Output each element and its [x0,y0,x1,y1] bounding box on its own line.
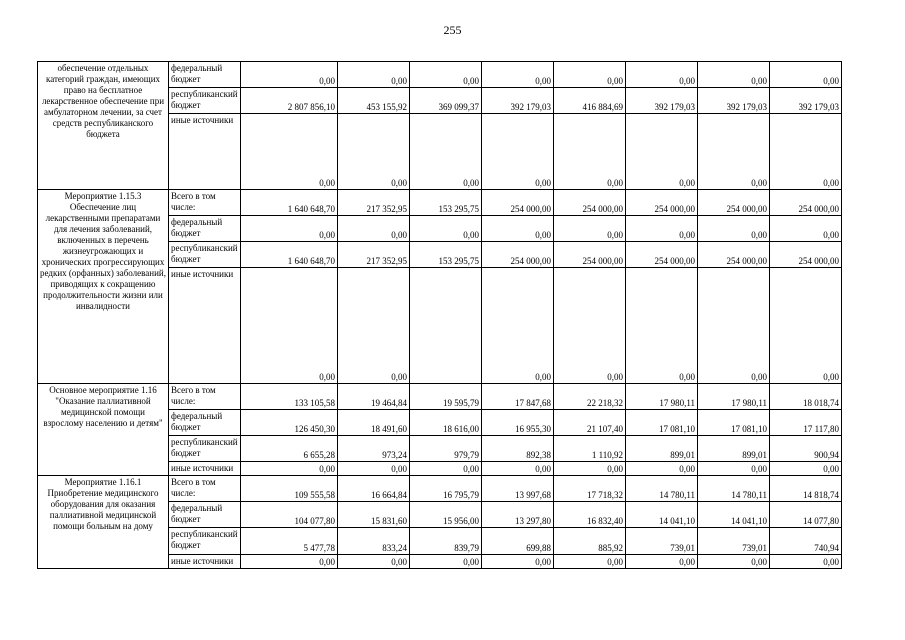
year-amount-cell: 15 956,00 [410,502,482,528]
total-amount-cell: 0,00 [241,462,338,476]
funding-source-cell: Всего в том числе: [169,476,241,502]
year-amount-cell: 17 980,11 [626,384,698,410]
funding-source-cell: иные источники [169,462,241,476]
year-amount-cell: 0,00 [410,114,482,190]
year-amount-cell: 0,00 [698,268,770,384]
year-amount-cell: 392 179,03 [698,88,770,114]
year-amount-cell: 254 000,00 [698,190,770,216]
total-amount-cell: 6 655,28 [241,436,338,462]
year-amount-cell: 0,00 [482,114,554,190]
year-amount-cell: 0,00 [698,114,770,190]
year-amount-cell: 254 000,00 [554,190,626,216]
year-amount-cell: 17 847,68 [482,384,554,410]
funding-source-cell: республиканский бюджет [169,242,241,268]
year-amount-cell: 19 464,84 [338,384,410,410]
year-amount-cell: 254 000,00 [626,242,698,268]
funding-source-cell: федеральный бюджет [169,62,241,88]
funding-source-cell: федеральный бюджет [169,410,241,436]
year-amount-cell: 14 077,80 [770,502,842,528]
year-amount-cell: 0,00 [554,216,626,242]
table-row [38,384,842,410]
year-amount-cell: 0,00 [482,555,554,569]
total-amount-cell: 109 555,58 [241,476,338,502]
total-amount-cell: 1 640 648,70 [241,242,338,268]
year-amount-cell: 21 107,40 [554,410,626,436]
year-amount-cell: 0,00 [338,216,410,242]
funding-source-cell: федеральный бюджет [169,502,241,528]
year-amount-cell: 0,00 [626,268,698,384]
total-amount-cell: 104 077,80 [241,502,338,528]
funding-source-cell: иные источники [169,555,241,569]
year-amount-cell: 254 000,00 [770,190,842,216]
total-amount-cell: 133 105,58 [241,384,338,410]
year-amount-cell: 0,00 [770,216,842,242]
year-amount-cell: 18 491,60 [338,410,410,436]
total-amount-cell: 0,00 [241,114,338,190]
year-amount-cell: 254 000,00 [482,242,554,268]
year-amount-cell: 0,00 [410,462,482,476]
year-amount-cell: 14 041,10 [626,502,698,528]
total-amount-cell: 0,00 [241,268,338,384]
year-amount-cell: 979,79 [410,436,482,462]
year-amount-cell: 17 081,10 [698,410,770,436]
year-amount-cell: 0,00 [410,555,482,569]
page-number: 255 [443,23,462,37]
year-amount-cell: 0,00 [482,462,554,476]
table-row [38,62,842,88]
total-amount-cell: 2 807 856,10 [241,88,338,114]
year-amount-cell: 0,00 [482,62,554,88]
year-amount-cell: 153 295,75 [410,190,482,216]
year-amount-cell: 900,94 [770,436,842,462]
year-amount-cell: 18 018,74 [770,384,842,410]
year-amount-cell: 899,01 [626,436,698,462]
year-amount-cell: 0,00 [626,216,698,242]
year-amount-cell: 14 780,11 [698,476,770,502]
year-amount-cell: 0,00 [338,268,410,384]
year-amount-cell: 899,01 [698,436,770,462]
year-amount-cell: 0,00 [554,555,626,569]
year-amount-cell: 17 117,80 [770,410,842,436]
year-amount-cell: 369 099,37 [410,88,482,114]
year-amount-cell: 17 718,32 [554,476,626,502]
year-amount-cell: 0,00 [410,216,482,242]
total-amount-cell: 0,00 [241,216,338,242]
total-amount-cell: 0,00 [241,62,338,88]
measure-name-cell: Мероприятие 1.15.3 Обеспечение лиц лекарственными препаратами для лечения заболеваний, включенных в перечень жизнеугрожающих и хронических прогрессирующих редких (орфанных) заболеваний, приводящих к сокращению продолжительности жизни или инвалидности [38,190,169,384]
year-amount-cell: 0,00 [338,555,410,569]
funding-source-cell: Всего в том числе: [169,384,241,410]
year-amount-cell: 16 955,30 [482,410,554,436]
year-amount-cell: 13 297,80 [482,502,554,528]
year-amount-cell: 739,01 [698,528,770,555]
year-amount-cell: 0,00 [338,114,410,190]
year-amount-cell: 0,00 [698,462,770,476]
year-amount-cell: 254 000,00 [482,190,554,216]
measure-name-cell: Мероприятие 1.16.1 Приобретение медицинского оборудования для оказания паллиативной медицинской помощи больным на дому [38,476,169,569]
funding-source-cell: иные источники [169,268,241,384]
year-amount-cell: 18 616,00 [410,410,482,436]
year-amount-cell: 13 997,68 [482,476,554,502]
year-amount-cell: 833,24 [338,528,410,555]
funding-source-cell: республиканский бюджет [169,436,241,462]
year-amount-cell: 740,94 [770,528,842,555]
year-amount-cell: 0,00 [626,462,698,476]
year-amount-cell: 16 664,84 [338,476,410,502]
year-amount-cell: 14 818,74 [770,476,842,502]
year-amount-cell: 0,00 [338,462,410,476]
total-amount-cell: 0,00 [241,555,338,569]
year-amount-cell: 22 218,32 [554,384,626,410]
year-amount-cell: 0,00 [554,462,626,476]
year-amount-cell: 392 179,03 [626,88,698,114]
total-amount-cell: 1 640 648,70 [241,190,338,216]
funding-source-cell: республиканский бюджет [169,528,241,555]
year-amount-cell: 0,00 [554,114,626,190]
year-amount-cell: 217 352,95 [338,242,410,268]
year-amount-cell: 16 832,40 [554,502,626,528]
year-amount-cell: 0,00 [698,216,770,242]
year-amount-cell: 14 780,11 [626,476,698,502]
year-amount-cell: 973,24 [338,436,410,462]
year-amount-cell: 17 081,10 [626,410,698,436]
year-amount-cell: 0,00 [626,555,698,569]
funding-source-cell: федеральный бюджет [169,216,241,242]
year-amount-cell: 0,00 [554,62,626,88]
measure-name-cell: обеспечение отдельных категорий граждан, имеющих право на бесплатное лекарственное обеспечение при амбулаторном лечении, за счет средств республиканского бюджета [38,62,169,190]
year-amount-cell: 0,00 [410,62,482,88]
year-amount-cell: 254 000,00 [626,190,698,216]
funding-source-cell: иные источники [169,114,241,190]
year-amount-cell: 0,00 [626,62,698,88]
year-amount-cell: 0,00 [698,62,770,88]
year-amount-cell: 0,00 [338,62,410,88]
year-amount-cell: 416 884,69 [554,88,626,114]
year-amount-cell: 15 831,60 [338,502,410,528]
year-amount-cell: 885,92 [554,528,626,555]
year-amount-cell: 0,00 [770,114,842,190]
year-amount-cell: 0,00 [770,555,842,569]
year-amount-cell: 153 295,75 [410,242,482,268]
measure-name-cell: Основное мероприятие 1.16 "Оказание паллиативной медицинской помощи взрослому населению и детям" [38,384,169,476]
year-amount-cell: 0,00 [626,114,698,190]
total-amount-cell: 5 477,78 [241,528,338,555]
year-amount-cell: 0,00 [770,268,842,384]
year-amount-cell: 0,00 [770,62,842,88]
year-amount-cell: 254 000,00 [554,242,626,268]
year-amount-cell: 699,88 [482,528,554,555]
year-amount-cell: 892,38 [482,436,554,462]
year-amount-cell: 392 179,03 [482,88,554,114]
year-amount-cell: 0,00 [482,268,554,384]
year-amount-cell: 839,79 [410,528,482,555]
year-amount-cell: 14 041,10 [698,502,770,528]
year-amount-cell: 1 110,92 [554,436,626,462]
year-amount-cell: 392 179,03 [770,88,842,114]
year-amount-cell: 254 000,00 [770,242,842,268]
funding-source-cell: Всего в том числе: [169,190,241,216]
funding-source-cell: республиканский бюджет [169,88,241,114]
year-amount-cell: 17 980,11 [698,384,770,410]
year-amount-cell: 217 352,95 [338,190,410,216]
year-amount-cell: 0,00 [698,555,770,569]
year-amount-cell: 16 795,79 [410,476,482,502]
year-amount-cell: 0,00 [554,268,626,384]
budget-table [37,61,842,569]
table-row [38,476,842,502]
year-amount-cell: 0,00 [770,462,842,476]
year-amount-cell: 19 595,79 [410,384,482,410]
year-amount-cell: 739,01 [626,528,698,555]
year-amount-cell [410,268,482,384]
year-amount-cell: 254 000,00 [698,242,770,268]
total-amount-cell: 126 450,30 [241,410,338,436]
year-amount-cell: 453 155,92 [338,88,410,114]
year-amount-cell: 0,00 [482,216,554,242]
table-row [38,190,842,216]
